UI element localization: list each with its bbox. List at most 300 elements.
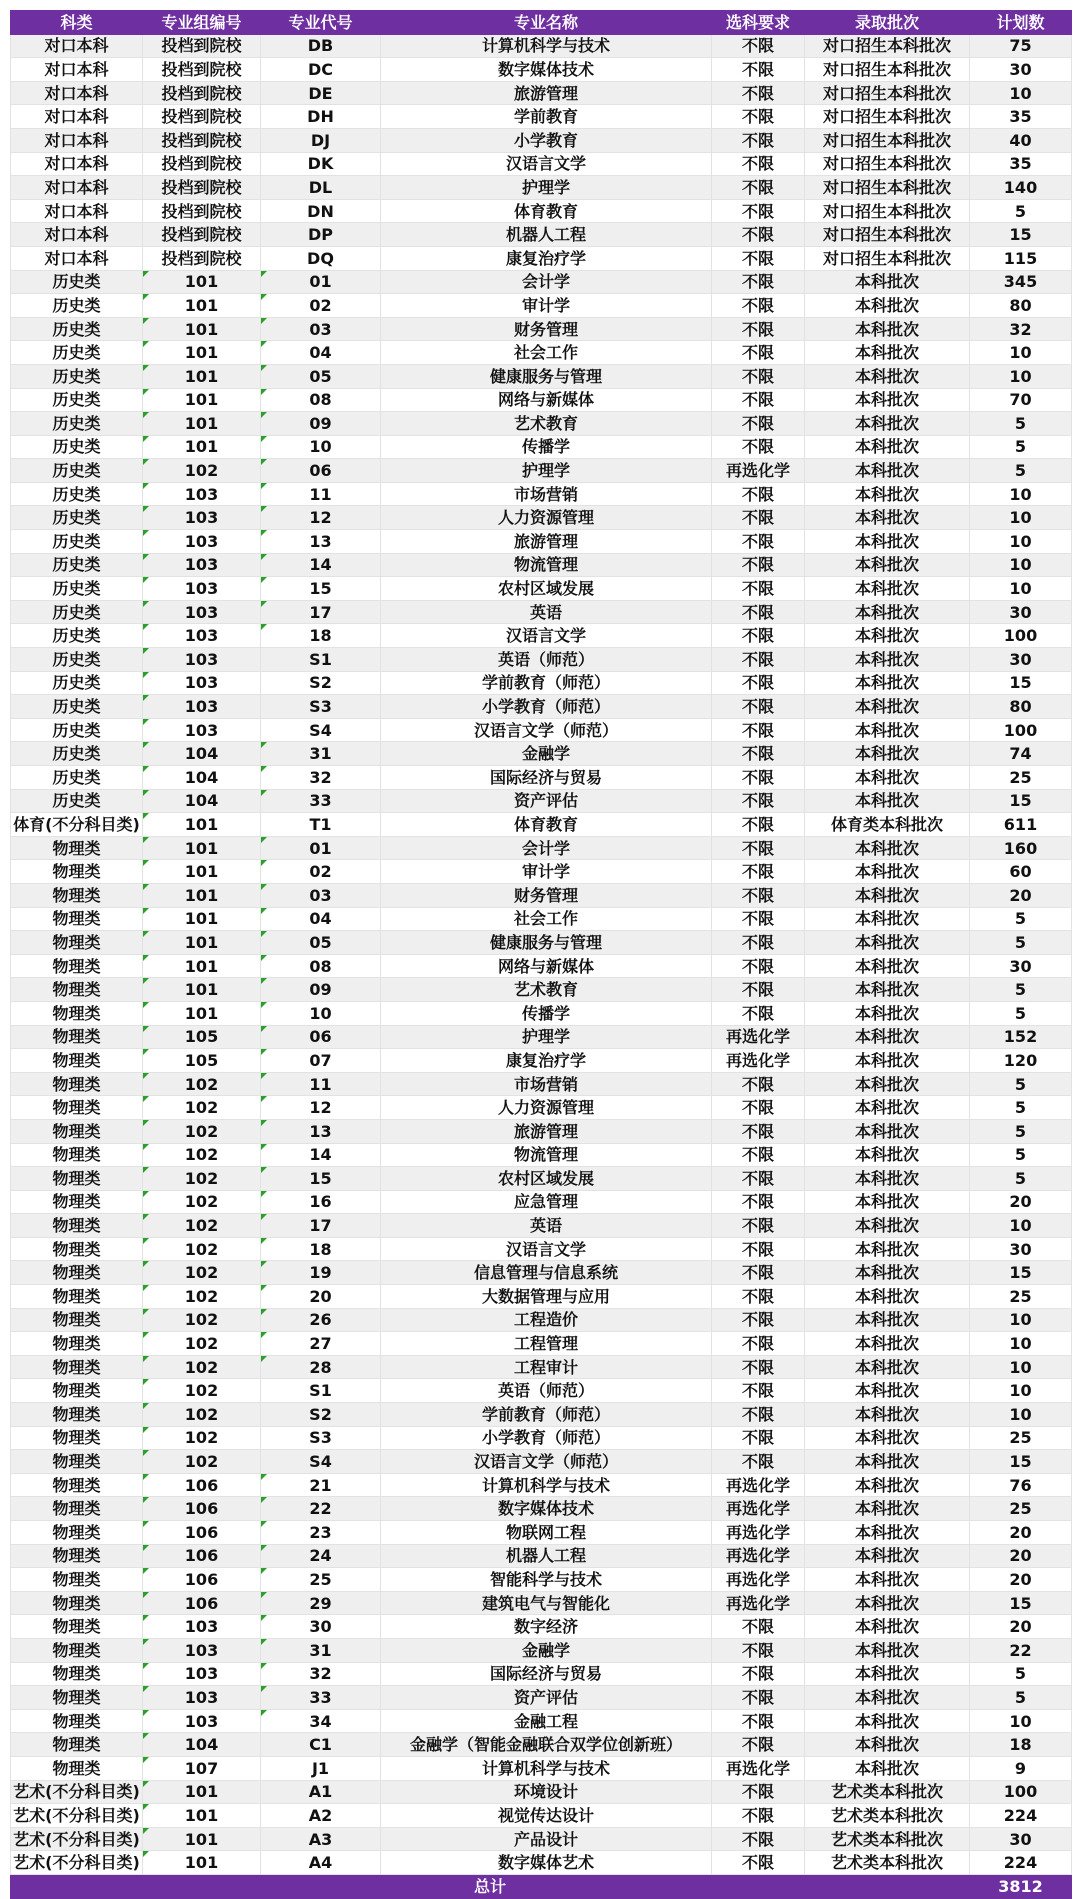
cell-major-code: 12 xyxy=(261,1096,381,1120)
cell-plan-count: 10 xyxy=(970,1214,1072,1238)
cell-major-code: 15 xyxy=(261,1167,381,1191)
cell-major-name: 工程造价 xyxy=(381,1308,712,1332)
table-row xyxy=(11,128,1072,152)
table-row xyxy=(11,1709,1072,1733)
cell-plan-count: 5 xyxy=(970,1662,1072,1686)
cell-subject-requirement: 不限 xyxy=(712,482,805,506)
cell-admission-batch: 本科批次 xyxy=(805,1143,970,1167)
cell-admission-batch: 本科批次 xyxy=(805,624,970,648)
cell-subject-requirement: 不限 xyxy=(712,766,805,790)
cell-major-code: A2 xyxy=(261,1804,381,1828)
cell-category: 物理类 xyxy=(11,1072,143,1096)
cell-subject-requirement: 不限 xyxy=(712,742,805,766)
cell-admission-batch: 本科批次 xyxy=(805,931,970,955)
cell-category: 物理类 xyxy=(11,907,143,931)
cell-subject-requirement: 不限 xyxy=(712,246,805,270)
cell-major-name: 人力资源管理 xyxy=(381,506,712,530)
table-row xyxy=(11,294,1072,318)
table-row xyxy=(11,412,1072,436)
cell-major-name: 健康服务与管理 xyxy=(381,931,712,955)
cell-category: 物理类 xyxy=(11,931,143,955)
cell-subject-requirement: 不限 xyxy=(712,1355,805,1379)
cell-major-code: 33 xyxy=(261,1686,381,1710)
cell-major-name: 人力资源管理 xyxy=(381,1096,712,1120)
cell-admission-batch: 本科批次 xyxy=(805,978,970,1002)
cell-category: 物理类 xyxy=(11,1544,143,1568)
cell-plan-count: 20 xyxy=(970,1521,1072,1545)
cell-major-name: 学前教育（师范） xyxy=(381,671,712,695)
table-row xyxy=(11,1544,1072,1568)
cell-subject-requirement: 不限 xyxy=(712,294,805,318)
cell-category: 物理类 xyxy=(11,860,143,884)
cell-subject-requirement: 不限 xyxy=(712,1308,805,1332)
cell-plan-count: 30 xyxy=(970,954,1072,978)
cell-major-code: 16 xyxy=(261,1190,381,1214)
cell-admission-batch: 艺术类本科批次 xyxy=(805,1851,970,1875)
cell-subject-requirement: 不限 xyxy=(712,836,805,860)
cell-category: 物理类 xyxy=(11,954,143,978)
cell-admission-batch: 对口招生本科批次 xyxy=(805,199,970,223)
cell-admission-batch: 艺术类本科批次 xyxy=(805,1827,970,1851)
cell-major-name: 物流管理 xyxy=(381,1143,712,1167)
cell-major-name: 财务管理 xyxy=(381,317,712,341)
cell-major-code: 22 xyxy=(261,1497,381,1521)
cell-subject-requirement: 不限 xyxy=(712,1214,805,1238)
cell-admission-batch: 体育类本科批次 xyxy=(805,813,970,837)
cell-admission-batch: 艺术类本科批次 xyxy=(805,1804,970,1828)
cell-major-code: 10 xyxy=(261,1001,381,1025)
cell-major-name: 网络与新媒体 xyxy=(381,954,712,978)
cell-admission-batch: 本科批次 xyxy=(805,1521,970,1545)
cell-plan-count: 160 xyxy=(970,836,1072,860)
cell-admission-batch: 本科批次 xyxy=(805,577,970,601)
cell-major-name: 市场营销 xyxy=(381,1072,712,1096)
cell-major-code: DK xyxy=(261,152,381,176)
table-row xyxy=(11,1426,1072,1450)
cell-subject-requirement: 不限 xyxy=(712,1450,805,1474)
cell-plan-count: 22 xyxy=(970,1638,1072,1662)
cell-category: 对口本科 xyxy=(11,176,143,200)
cell-major-name: 汉语言文学 xyxy=(381,624,712,648)
cell-group-number: 投档到院校 xyxy=(143,58,261,82)
cell-admission-batch: 本科批次 xyxy=(805,1544,970,1568)
cell-major-code: 17 xyxy=(261,1214,381,1238)
cell-admission-batch: 本科批次 xyxy=(805,695,970,719)
cell-major-code: 28 xyxy=(261,1355,381,1379)
cell-admission-batch: 对口招生本科批次 xyxy=(805,128,970,152)
cell-group-number: 104 xyxy=(143,1733,261,1757)
cell-major-name: 数字媒体技术 xyxy=(381,58,712,82)
cell-subject-requirement: 不限 xyxy=(712,883,805,907)
cell-major-code: 05 xyxy=(261,364,381,388)
cell-group-number: 102 xyxy=(143,459,261,483)
cell-major-code: S4 xyxy=(261,1450,381,1474)
cell-admission-batch: 本科批次 xyxy=(805,459,970,483)
cell-admission-batch: 本科批次 xyxy=(805,1686,970,1710)
cell-group-number: 103 xyxy=(143,1615,261,1639)
cell-admission-batch: 本科批次 xyxy=(805,435,970,459)
cell-major-code: 14 xyxy=(261,553,381,577)
cell-group-number: 106 xyxy=(143,1521,261,1545)
cell-plan-count: 5 xyxy=(970,1143,1072,1167)
cell-major-code: 11 xyxy=(261,482,381,506)
cell-subject-requirement: 不限 xyxy=(712,1096,805,1120)
cell-category: 物理类 xyxy=(11,1662,143,1686)
cell-major-name: 学前教育（师范） xyxy=(381,1403,712,1427)
cell-major-name: 学前教育 xyxy=(381,105,712,129)
cell-subject-requirement: 不限 xyxy=(712,907,805,931)
cell-group-number: 102 xyxy=(143,1426,261,1450)
cell-category: 对口本科 xyxy=(11,128,143,152)
cell-major-name: 小学教育 xyxy=(381,128,712,152)
cell-plan-count: 100 xyxy=(970,718,1072,742)
cell-group-number: 101 xyxy=(143,341,261,365)
enrollment-plan-table xyxy=(10,10,1072,1899)
cell-plan-count: 10 xyxy=(970,1379,1072,1403)
cell-group-number: 101 xyxy=(143,954,261,978)
cell-group-number: 101 xyxy=(143,294,261,318)
cell-plan-count: 30 xyxy=(970,600,1072,624)
cell-group-number: 投档到院校 xyxy=(143,152,261,176)
cell-admission-batch: 本科批次 xyxy=(805,1450,970,1474)
cell-group-number: 103 xyxy=(143,600,261,624)
cell-major-code: 11 xyxy=(261,1072,381,1096)
cell-category: 物理类 xyxy=(11,1167,143,1191)
cell-category: 历史类 xyxy=(11,766,143,790)
cell-plan-count: 5 xyxy=(970,907,1072,931)
table-row xyxy=(11,553,1072,577)
table-row xyxy=(11,1804,1072,1828)
cell-plan-count: 80 xyxy=(970,695,1072,719)
cell-plan-count: 80 xyxy=(970,294,1072,318)
cell-subject-requirement: 不限 xyxy=(712,1285,805,1309)
cell-subject-requirement: 不限 xyxy=(712,1379,805,1403)
table-footer xyxy=(11,1874,1072,1898)
table-row xyxy=(11,176,1072,200)
table-row xyxy=(11,789,1072,813)
cell-admission-batch: 本科批次 xyxy=(805,1355,970,1379)
cell-plan-count: 10 xyxy=(970,1308,1072,1332)
cell-admission-batch: 本科批次 xyxy=(805,1403,970,1427)
cell-plan-count: 10 xyxy=(970,577,1072,601)
cell-subject-requirement: 不限 xyxy=(712,1638,805,1662)
cell-major-code: 12 xyxy=(261,506,381,530)
cell-major-code: 15 xyxy=(261,577,381,601)
cell-group-number: 102 xyxy=(143,1072,261,1096)
cell-major-name: 计算机科学与技术 xyxy=(381,34,712,58)
table-row xyxy=(11,1049,1072,1073)
table-row xyxy=(11,1568,1072,1592)
table-header xyxy=(11,11,1072,35)
cell-group-number: 102 xyxy=(143,1214,261,1238)
cell-admission-batch: 本科批次 xyxy=(805,648,970,672)
cell-group-number: 101 xyxy=(143,978,261,1002)
table-row xyxy=(11,199,1072,223)
cell-group-number: 106 xyxy=(143,1568,261,1592)
cell-major-code: S2 xyxy=(261,1403,381,1427)
table-body xyxy=(11,34,1072,1874)
cell-subject-requirement: 再选化学 xyxy=(712,1473,805,1497)
cell-plan-count: 15 xyxy=(970,1591,1072,1615)
cell-subject-requirement: 不限 xyxy=(712,1426,805,1450)
cell-plan-count: 10 xyxy=(970,553,1072,577)
cell-subject-requirement: 不限 xyxy=(712,152,805,176)
cell-major-code: J1 xyxy=(261,1756,381,1780)
cell-major-code: 32 xyxy=(261,1662,381,1686)
cell-category: 历史类 xyxy=(11,435,143,459)
cell-plan-count: 5 xyxy=(970,931,1072,955)
cell-subject-requirement: 不限 xyxy=(712,1167,805,1191)
table-row xyxy=(11,1733,1072,1757)
cell-plan-count: 25 xyxy=(970,1426,1072,1450)
cell-admission-batch: 本科批次 xyxy=(805,388,970,412)
cell-major-name: 网络与新媒体 xyxy=(381,388,712,412)
cell-plan-count: 5 xyxy=(970,1001,1072,1025)
cell-major-code: 31 xyxy=(261,742,381,766)
table-row xyxy=(11,695,1072,719)
cell-subject-requirement: 不限 xyxy=(712,412,805,436)
cell-major-name: 计算机科学与技术 xyxy=(381,1756,712,1780)
cell-major-code: 30 xyxy=(261,1615,381,1639)
cell-admission-batch: 本科批次 xyxy=(805,742,970,766)
cell-admission-batch: 对口招生本科批次 xyxy=(805,223,970,247)
cell-category: 物理类 xyxy=(11,1308,143,1332)
cell-subject-requirement: 不限 xyxy=(712,1804,805,1828)
cell-subject-requirement: 不限 xyxy=(712,1403,805,1427)
cell-plan-count: 5 xyxy=(970,412,1072,436)
table-row xyxy=(11,1167,1072,1191)
cell-admission-batch: 本科批次 xyxy=(805,341,970,365)
cell-admission-batch: 本科批次 xyxy=(805,294,970,318)
cell-admission-batch: 本科批次 xyxy=(805,671,970,695)
table-row xyxy=(11,978,1072,1002)
table-row xyxy=(11,1686,1072,1710)
table-row xyxy=(11,364,1072,388)
cell-group-number: 101 xyxy=(143,907,261,931)
cell-subject-requirement: 不限 xyxy=(712,1119,805,1143)
cell-category: 物理类 xyxy=(11,1709,143,1733)
cell-category: 历史类 xyxy=(11,553,143,577)
cell-admission-batch: 对口招生本科批次 xyxy=(805,152,970,176)
cell-group-number: 103 xyxy=(143,624,261,648)
cell-group-number: 102 xyxy=(143,1285,261,1309)
cell-subject-requirement: 再选化学 xyxy=(712,459,805,483)
cell-admission-batch: 本科批次 xyxy=(805,600,970,624)
cell-plan-count: 100 xyxy=(970,624,1072,648)
cell-category: 对口本科 xyxy=(11,199,143,223)
cell-major-code: 09 xyxy=(261,412,381,436)
cell-group-number: 105 xyxy=(143,1025,261,1049)
table-row xyxy=(11,1638,1072,1662)
cell-admission-batch: 本科批次 xyxy=(805,1237,970,1261)
cell-category: 物理类 xyxy=(11,1426,143,1450)
cell-major-code: 06 xyxy=(261,1025,381,1049)
cell-major-code: 02 xyxy=(261,294,381,318)
cell-group-number: 105 xyxy=(143,1049,261,1073)
cell-category: 历史类 xyxy=(11,742,143,766)
cell-major-code: 01 xyxy=(261,836,381,860)
cell-admission-batch: 本科批次 xyxy=(805,1261,970,1285)
cell-category: 物理类 xyxy=(11,836,143,860)
cell-major-code: 14 xyxy=(261,1143,381,1167)
cell-major-name: 英语 xyxy=(381,1214,712,1238)
cell-subject-requirement: 不限 xyxy=(712,624,805,648)
table-row xyxy=(11,482,1072,506)
table-row xyxy=(11,1119,1072,1143)
cell-admission-batch: 对口招生本科批次 xyxy=(805,58,970,82)
cell-category: 艺术(不分科目类) xyxy=(11,1851,143,1875)
cell-admission-batch: 本科批次 xyxy=(805,1568,970,1592)
cell-subject-requirement: 不限 xyxy=(712,530,805,554)
table-row xyxy=(11,742,1072,766)
cell-major-code: T1 xyxy=(261,813,381,837)
cell-major-code: 06 xyxy=(261,459,381,483)
cell-major-name: 智能科学与技术 xyxy=(381,1568,712,1592)
cell-plan-count: 224 xyxy=(970,1804,1072,1828)
cell-group-number: 102 xyxy=(143,1332,261,1356)
cell-major-name: 汉语言文学（师范） xyxy=(381,1450,712,1474)
cell-category: 对口本科 xyxy=(11,223,143,247)
cell-subject-requirement: 不限 xyxy=(712,1827,805,1851)
table-row xyxy=(11,317,1072,341)
cell-group-number: 102 xyxy=(143,1096,261,1120)
cell-plan-count: 10 xyxy=(970,341,1072,365)
cell-major-code: C1 xyxy=(261,1733,381,1757)
table-row xyxy=(11,1072,1072,1096)
cell-major-name: 小学教育（师范） xyxy=(381,695,712,719)
cell-major-name: 市场营销 xyxy=(381,482,712,506)
cell-major-name: 社会工作 xyxy=(381,341,712,365)
cell-major-name: 物流管理 xyxy=(381,553,712,577)
cell-group-number: 103 xyxy=(143,648,261,672)
cell-admission-batch: 本科批次 xyxy=(805,364,970,388)
cell-major-name: 护理学 xyxy=(381,459,712,483)
cell-category: 物理类 xyxy=(11,1237,143,1261)
table-row xyxy=(11,34,1072,58)
cell-category: 历史类 xyxy=(11,789,143,813)
cell-admission-batch: 本科批次 xyxy=(805,553,970,577)
cell-major-name: 金融工程 xyxy=(381,1709,712,1733)
cell-admission-batch: 对口招生本科批次 xyxy=(805,81,970,105)
table-row xyxy=(11,671,1072,695)
cell-plan-count: 70 xyxy=(970,388,1072,412)
cell-category: 物理类 xyxy=(11,1355,143,1379)
cell-major-code: 32 xyxy=(261,766,381,790)
cell-subject-requirement: 不限 xyxy=(712,81,805,105)
cell-category: 历史类 xyxy=(11,718,143,742)
table-row xyxy=(11,600,1072,624)
cell-category: 物理类 xyxy=(11,1733,143,1757)
cell-group-number: 103 xyxy=(143,506,261,530)
cell-category: 历史类 xyxy=(11,388,143,412)
cell-group-number: 投档到院校 xyxy=(143,81,261,105)
cell-plan-count: 30 xyxy=(970,1827,1072,1851)
cell-group-number: 投档到院校 xyxy=(143,128,261,152)
table-row xyxy=(11,1143,1072,1167)
cell-major-name: 艺术教育 xyxy=(381,978,712,1002)
table-row xyxy=(11,1473,1072,1497)
header-row xyxy=(11,11,1072,35)
cell-major-name: 大数据管理与应用 xyxy=(381,1285,712,1309)
cell-group-number: 104 xyxy=(143,789,261,813)
cell-admission-batch: 对口招生本科批次 xyxy=(805,176,970,200)
cell-category: 物理类 xyxy=(11,1025,143,1049)
cell-group-number: 103 xyxy=(143,1686,261,1710)
cell-major-code: 25 xyxy=(261,1568,381,1592)
cell-plan-count: 75 xyxy=(970,34,1072,58)
cell-subject-requirement: 再选化学 xyxy=(712,1544,805,1568)
cell-subject-requirement: 不限 xyxy=(712,1733,805,1757)
cell-admission-batch: 本科批次 xyxy=(805,954,970,978)
cell-category: 历史类 xyxy=(11,695,143,719)
cell-major-code: 10 xyxy=(261,435,381,459)
table-row xyxy=(11,459,1072,483)
cell-plan-count: 5 xyxy=(970,1096,1072,1120)
table-row xyxy=(11,1285,1072,1309)
cell-major-code: DP xyxy=(261,223,381,247)
cell-category: 物理类 xyxy=(11,1285,143,1309)
cell-major-name: 财务管理 xyxy=(381,883,712,907)
table-row xyxy=(11,223,1072,247)
cell-group-number: 103 xyxy=(143,718,261,742)
cell-major-code: S1 xyxy=(261,1379,381,1403)
cell-major-code: 01 xyxy=(261,270,381,294)
table-row xyxy=(11,105,1072,129)
cell-subject-requirement: 不限 xyxy=(712,128,805,152)
table-row xyxy=(11,954,1072,978)
cell-major-name: 英语 xyxy=(381,600,712,624)
cell-major-code: A1 xyxy=(261,1780,381,1804)
cell-major-name: 旅游管理 xyxy=(381,81,712,105)
cell-subject-requirement: 不限 xyxy=(712,1780,805,1804)
cell-category: 历史类 xyxy=(11,482,143,506)
cell-admission-batch: 本科批次 xyxy=(805,1001,970,1025)
cell-admission-batch: 本科批次 xyxy=(805,1473,970,1497)
cell-subject-requirement: 不限 xyxy=(712,1686,805,1710)
cell-category: 历史类 xyxy=(11,412,143,436)
cell-major-name: 护理学 xyxy=(381,1025,712,1049)
cell-major-name: 审计学 xyxy=(381,860,712,884)
cell-major-name: 国际经济与贸易 xyxy=(381,1662,712,1686)
cell-plan-count: 30 xyxy=(970,58,1072,82)
cell-major-code: S3 xyxy=(261,1426,381,1450)
table-row xyxy=(11,718,1072,742)
cell-major-name: 汉语言文学（师范） xyxy=(381,718,712,742)
cell-admission-batch: 本科批次 xyxy=(805,766,970,790)
cell-group-number: 103 xyxy=(143,695,261,719)
cell-major-name: 社会工作 xyxy=(381,907,712,931)
cell-group-number: 102 xyxy=(143,1379,261,1403)
cell-major-code: DB xyxy=(261,34,381,58)
cell-admission-batch: 对口招生本科批次 xyxy=(805,105,970,129)
table-row xyxy=(11,1403,1072,1427)
total-label: 总计 xyxy=(11,1874,970,1898)
cell-category: 物理类 xyxy=(11,1473,143,1497)
cell-plan-count: 20 xyxy=(970,883,1072,907)
col-header-subject-requirement: 选科要求 xyxy=(712,11,805,35)
cell-major-code: 03 xyxy=(261,883,381,907)
cell-major-name: 体育教育 xyxy=(381,199,712,223)
table-row xyxy=(11,1615,1072,1639)
cell-major-code: 27 xyxy=(261,1332,381,1356)
cell-group-number: 103 xyxy=(143,1638,261,1662)
cell-major-name: 数字媒体艺术 xyxy=(381,1851,712,1875)
cell-major-name: 旅游管理 xyxy=(381,530,712,554)
cell-major-code: DJ xyxy=(261,128,381,152)
cell-major-name: 康复治疗学 xyxy=(381,246,712,270)
cell-major-name: 小学教育（师范） xyxy=(381,1426,712,1450)
col-header-category: 科类 xyxy=(11,11,143,35)
